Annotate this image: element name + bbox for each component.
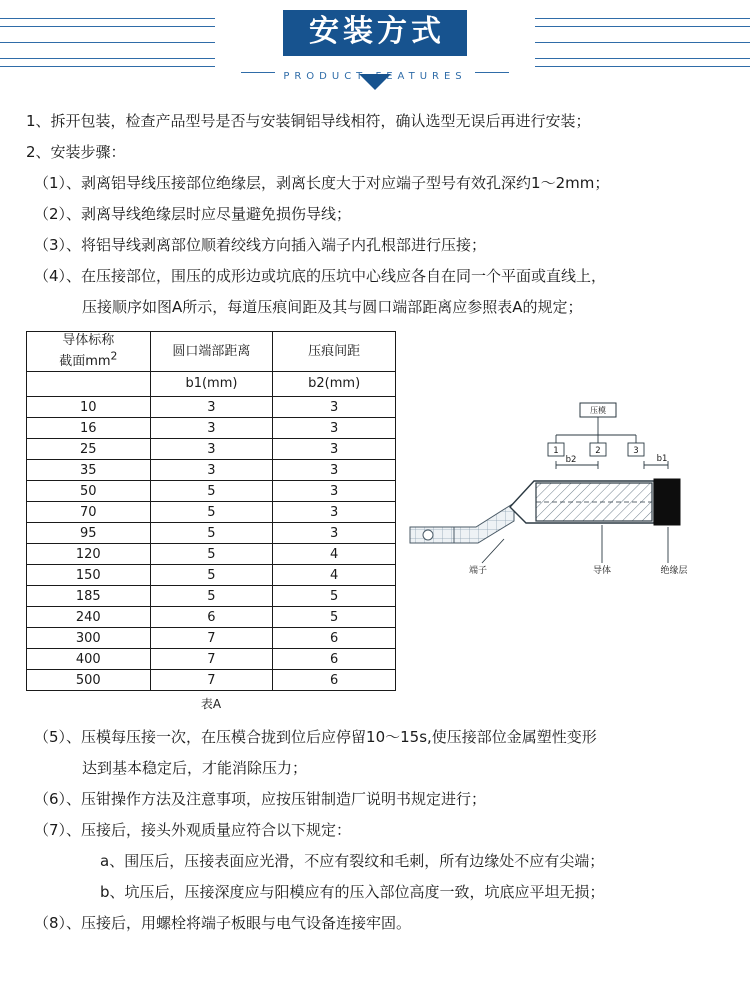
- cell-b2: 4: [273, 565, 396, 586]
- instruction-line: 2、安装步骤：: [26, 143, 126, 161]
- cell-b2: 3: [273, 460, 396, 481]
- instruction-line: a、围压后，压接表面应光滑，不应有裂纹和毛刺，所有边缘处不应有尖端；: [100, 852, 605, 871]
- table-row: [27, 565, 396, 586]
- header-text-line2: [59, 350, 118, 370]
- table-subheader-blank: [27, 372, 151, 397]
- cell-b2: 3: [273, 397, 396, 418]
- page-header-banner: [0, 0, 750, 96]
- table-header-cell: 压痕间距: [273, 332, 396, 372]
- table-row: [27, 523, 396, 544]
- figure-mark-1: 1: [553, 446, 559, 456]
- cell-size: 120: [27, 544, 151, 565]
- instruction-line: （2）、剥离导线绝缘层时应尽量避免损伤导线；: [34, 205, 352, 223]
- cell-size: 16: [27, 418, 151, 439]
- subtitle-dash-left: [241, 72, 275, 73]
- cell-size: 35: [27, 460, 151, 481]
- cell-size: 400: [27, 649, 151, 670]
- instruction-line: 压接顺序如图A所示，每道压痕间距及其与圆口端部距离应参照表A的规定；: [82, 298, 583, 316]
- cell-b2: 3: [273, 418, 396, 439]
- cell-b2: 3: [273, 481, 396, 502]
- instruction-line: 1、拆开包装，检查产品型号是否与安装铜铝导线相符，确认选型无误后再进行安装；: [26, 112, 591, 130]
- cell-size: 25: [27, 439, 151, 460]
- crimp-diagram-svg: [406, 331, 736, 661]
- figure-mark-3: 3: [633, 446, 639, 456]
- cell-b1: 5: [150, 544, 273, 565]
- cell-b1: 3: [150, 439, 273, 460]
- table-row: [27, 628, 396, 649]
- spec-table-wrapper: [26, 331, 396, 712]
- banner-arrow-icon: [359, 74, 391, 90]
- instruction-line: （6）、压钳操作方法及注意事项，应按压钳制造厂说明书规定进行；: [34, 790, 487, 809]
- table-caption: 表A: [200, 697, 222, 712]
- instruction-line: （4）、在压接部位，围压的成形边或坑底的压坑中心线应各自在同一个平面或直线上，: [34, 267, 607, 285]
- spec-table-body: [27, 397, 396, 691]
- cell-size: 500: [27, 670, 151, 691]
- instruction-line: （1）、剥离铝导线压接部位绝缘层，剥离长度大于对应端子型号有效孔深约1～2mm；: [34, 174, 610, 192]
- figure-label-press-die: 压模: [590, 406, 606, 415]
- figure-label-insulation: 绝缘层: [660, 566, 688, 576]
- spec-table: [26, 331, 396, 691]
- cell-b2: 3: [273, 439, 396, 460]
- table-row: [27, 481, 396, 502]
- page-title: 安装方式: [283, 10, 467, 56]
- cell-b1: 5: [150, 481, 273, 502]
- table-subheader-cell: b1(mm): [150, 372, 273, 397]
- footer-spacer: [0, 939, 750, 945]
- cell-b2: 6: [273, 649, 396, 670]
- cell-b1: 3: [150, 418, 273, 439]
- cell-b2: 4: [273, 544, 396, 565]
- cell-size: 300: [27, 628, 151, 649]
- table-row: [27, 670, 396, 691]
- cell-b1: 7: [150, 649, 273, 670]
- table-header-cell: 圆口端部距离: [150, 332, 273, 372]
- cell-b2: 3: [273, 502, 396, 523]
- cell-b1: 3: [150, 397, 273, 418]
- cell-b1: 5: [150, 586, 273, 607]
- header-unit-exponent: 2: [110, 350, 118, 363]
- cell-size: 95: [27, 523, 151, 544]
- cell-size: 150: [27, 565, 151, 586]
- table-row: [27, 586, 396, 607]
- cell-b1: 3: [150, 460, 273, 481]
- table-row: [27, 439, 396, 460]
- figure-mark-2: 2: [595, 446, 601, 456]
- cell-size: 50: [27, 481, 151, 502]
- table-header-row: [27, 332, 396, 372]
- table-subheader-cell: b2(mm): [273, 372, 396, 397]
- table-row: [27, 544, 396, 565]
- cell-b1: 7: [150, 670, 273, 691]
- header-text-line1: 导体标称: [62, 333, 115, 348]
- cell-b2: 6: [273, 670, 396, 691]
- instruction-line: b、坑压后，压接深度应与阳模应有的压入部位高度一致，坑底应平坦无损；: [100, 883, 605, 902]
- instruction-line: 达到基本稳定后，才能消除压力；: [82, 759, 308, 778]
- table-row: [27, 649, 396, 670]
- crimp-diagram-figure: [406, 331, 736, 661]
- table-and-figure-block: [0, 323, 750, 712]
- table-subheader-row: [27, 372, 396, 397]
- instructions-top: [0, 96, 750, 323]
- instruction-line: （8）、压接后，用螺栓将端子板眼与电气设备连接牢固。: [34, 914, 412, 933]
- table-row: [27, 418, 396, 439]
- instruction-line: （5）、压模每压接一次，在压模合拢到位后应停留10～15s,使压接部位金属塑性变形: [34, 728, 597, 747]
- cell-b2: 5: [273, 607, 396, 628]
- cell-size: 185: [27, 586, 151, 607]
- table-row: [27, 460, 396, 481]
- cell-size: 70: [27, 502, 151, 523]
- cell-size: 240: [27, 607, 151, 628]
- cell-b1: 5: [150, 523, 273, 544]
- figure-dimension-b1: b1: [656, 454, 668, 464]
- cell-b1: 6: [150, 607, 273, 628]
- cell-b2: 6: [273, 628, 396, 649]
- table-header-cell: [27, 332, 151, 372]
- instruction-line: （3）、将铝导线剥离部位顺着绞线方向插入端子内孔根部进行压接；: [34, 236, 487, 254]
- figure-dimension-b2: b2: [565, 455, 577, 465]
- subtitle-dash-right: [475, 72, 509, 73]
- figure-label-terminal: 端子: [468, 566, 488, 576]
- cell-size: 10: [27, 397, 151, 418]
- cell-b1: 7: [150, 628, 273, 649]
- cell-b1: 5: [150, 565, 273, 586]
- cell-b2: 3: [273, 523, 396, 544]
- table-row: [27, 397, 396, 418]
- instructions-bottom: [0, 712, 750, 939]
- table-row: [27, 502, 396, 523]
- table-row: [27, 607, 396, 628]
- cell-b2: 5: [273, 586, 396, 607]
- instruction-line: （7）、压接后，接头外观质量应符合以下规定：: [34, 821, 352, 840]
- header-unit: 截面mm: [59, 354, 111, 370]
- cell-b1: 5: [150, 502, 273, 523]
- figure-label-conductor: 导体: [592, 566, 612, 576]
- page-subtitle: PRODUCT FEATURES: [283, 70, 467, 82]
